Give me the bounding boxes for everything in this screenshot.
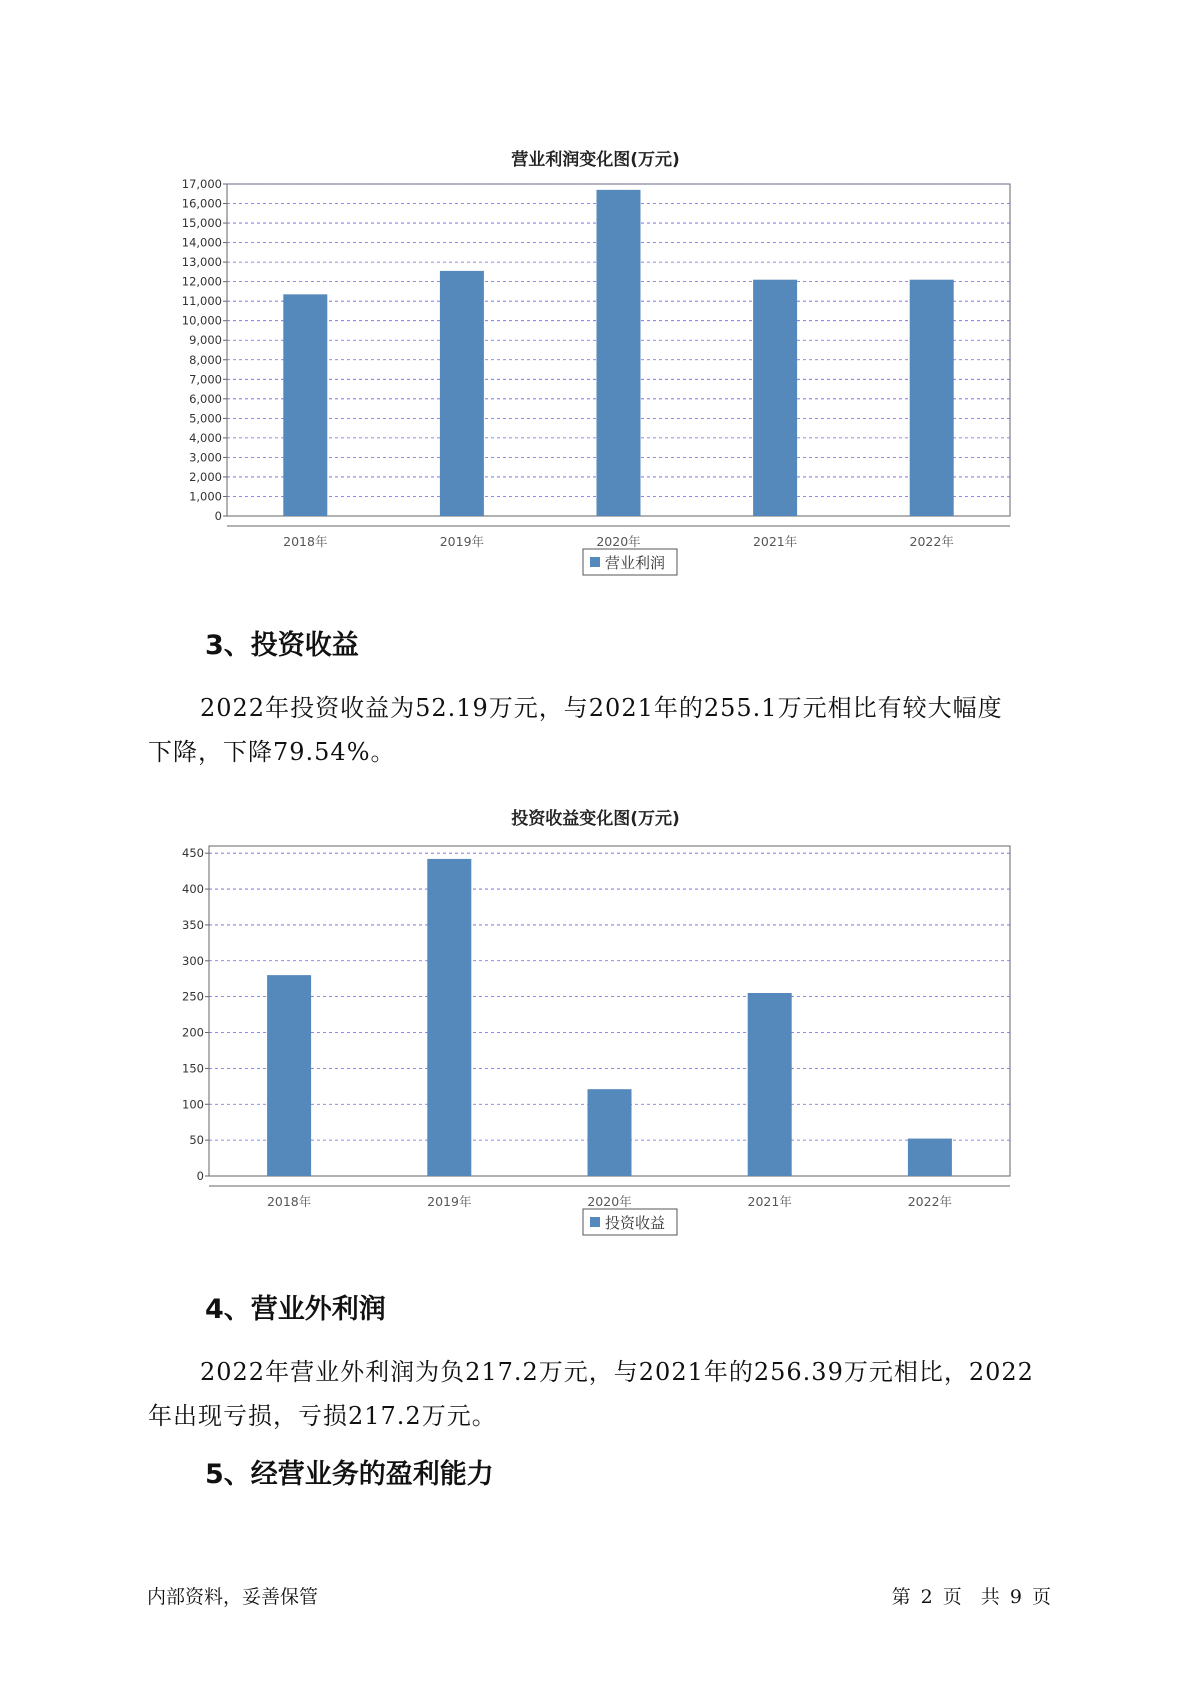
y-tick-label: 50 bbox=[189, 1133, 204, 1148]
y-tick-label: 14,000 bbox=[181, 235, 222, 250]
y-tick-label: 450 bbox=[182, 846, 204, 861]
operating-profit-chart bbox=[0, 170, 1191, 600]
y-tick-label: 17,000 bbox=[181, 177, 222, 191]
y-tick-label: 4,000 bbox=[189, 430, 222, 445]
y-tick-label: 350 bbox=[182, 917, 204, 932]
section4-line2: 年出现亏损，亏损217.2万元。 bbox=[148, 1402, 497, 1430]
section3-heading: 3、投资收益 bbox=[205, 630, 359, 661]
footer-page-number bbox=[888, 1582, 1051, 1609]
bar-2020年 bbox=[597, 190, 641, 516]
y-tick-label: 100 bbox=[182, 1097, 204, 1112]
section4-heading: 4、营业外利润 bbox=[205, 1294, 386, 1325]
y-tick-label: 12,000 bbox=[181, 274, 222, 289]
x-tick-label: 2018年 bbox=[266, 1194, 312, 1209]
y-tick-label: 10,000 bbox=[181, 313, 222, 328]
investment-income-chart bbox=[0, 830, 1191, 1250]
y-tick-label: 7,000 bbox=[189, 372, 222, 387]
y-tick-label: 13,000 bbox=[181, 255, 222, 270]
chart1-title: 营业利润变化图(万元) bbox=[511, 150, 680, 170]
bar-2018年 bbox=[267, 975, 311, 1176]
page-suffix: 页 bbox=[1031, 1586, 1051, 1608]
section3-paragraph bbox=[148, 686, 1048, 774]
x-tick-label: 2022年 bbox=[907, 1194, 953, 1209]
bar-2021年 bbox=[753, 280, 797, 516]
y-tick-label: 11,000 bbox=[181, 294, 222, 309]
y-tick-label: 150 bbox=[182, 1061, 204, 1076]
bar-2020年 bbox=[588, 1089, 632, 1176]
legend-label: 投资收益 bbox=[605, 1214, 666, 1232]
x-tick-label: 2021年 bbox=[752, 534, 798, 549]
page-total: 9 bbox=[1009, 1586, 1022, 1608]
section4-line1: 2022年营业外利润为负217.2万元，与2021年的256.39万元相比，2022 bbox=[200, 1358, 1034, 1386]
y-tick-label: 9,000 bbox=[189, 333, 222, 348]
bar-2022年 bbox=[908, 1139, 952, 1176]
bar-2021年 bbox=[748, 993, 792, 1176]
legend-swatch bbox=[590, 557, 600, 567]
x-tick-label: 2019年 bbox=[427, 1194, 472, 1209]
x-tick-label: 2018年 bbox=[283, 534, 328, 549]
section5-heading: 5、经营业务的盈利能力 bbox=[205, 1459, 494, 1490]
y-tick-label: 3,000 bbox=[189, 450, 222, 465]
y-tick-label: 15,000 bbox=[181, 216, 222, 231]
footer-confidential-note: 内部资料，妥善保管 bbox=[147, 1586, 319, 1608]
page-current: 2 bbox=[920, 1586, 933, 1608]
chart2-title: 投资收益变化图(万元) bbox=[511, 809, 680, 829]
y-tick-label: 2,000 bbox=[189, 469, 222, 484]
y-tick-label: 300 bbox=[182, 953, 204, 968]
section3-line1: 2022年投资收益为52.19万元，与2021年的255.1万元相比有较大幅度 bbox=[200, 694, 1003, 722]
bar-2019年 bbox=[440, 271, 484, 516]
x-tick-label: 2019年 bbox=[439, 534, 485, 549]
section3-line2: 下降，下降79.54%。 bbox=[148, 738, 396, 766]
bar-2019年 bbox=[427, 859, 471, 1176]
y-tick-label: 0 bbox=[214, 509, 222, 523]
y-tick-label: 1,000 bbox=[189, 489, 222, 504]
y-tick-label: 0 bbox=[196, 1169, 204, 1183]
y-tick-label: 200 bbox=[182, 1025, 204, 1040]
y-tick-label: 250 bbox=[182, 989, 204, 1004]
y-tick-label: 400 bbox=[182, 882, 204, 897]
y-tick-label: 16,000 bbox=[181, 196, 222, 211]
x-tick-label: 2022年 bbox=[909, 534, 954, 549]
y-tick-label: 5,000 bbox=[189, 411, 222, 426]
x-tick-label: 2020年 bbox=[587, 1194, 632, 1209]
section4-paragraph bbox=[148, 1350, 1048, 1438]
x-tick-label: 2020年 bbox=[596, 534, 641, 549]
page-mid: 页 共 bbox=[942, 1586, 1000, 1608]
legend-label: 营业利润 bbox=[605, 554, 666, 572]
bar-2022年 bbox=[910, 280, 954, 516]
y-tick-label: 8,000 bbox=[189, 352, 222, 367]
page-prefix: 第 bbox=[891, 1586, 911, 1608]
x-tick-label: 2021年 bbox=[747, 1194, 792, 1209]
y-tick-label: 6,000 bbox=[189, 391, 222, 406]
bar-2018年 bbox=[283, 294, 327, 516]
legend-swatch bbox=[590, 1217, 600, 1227]
